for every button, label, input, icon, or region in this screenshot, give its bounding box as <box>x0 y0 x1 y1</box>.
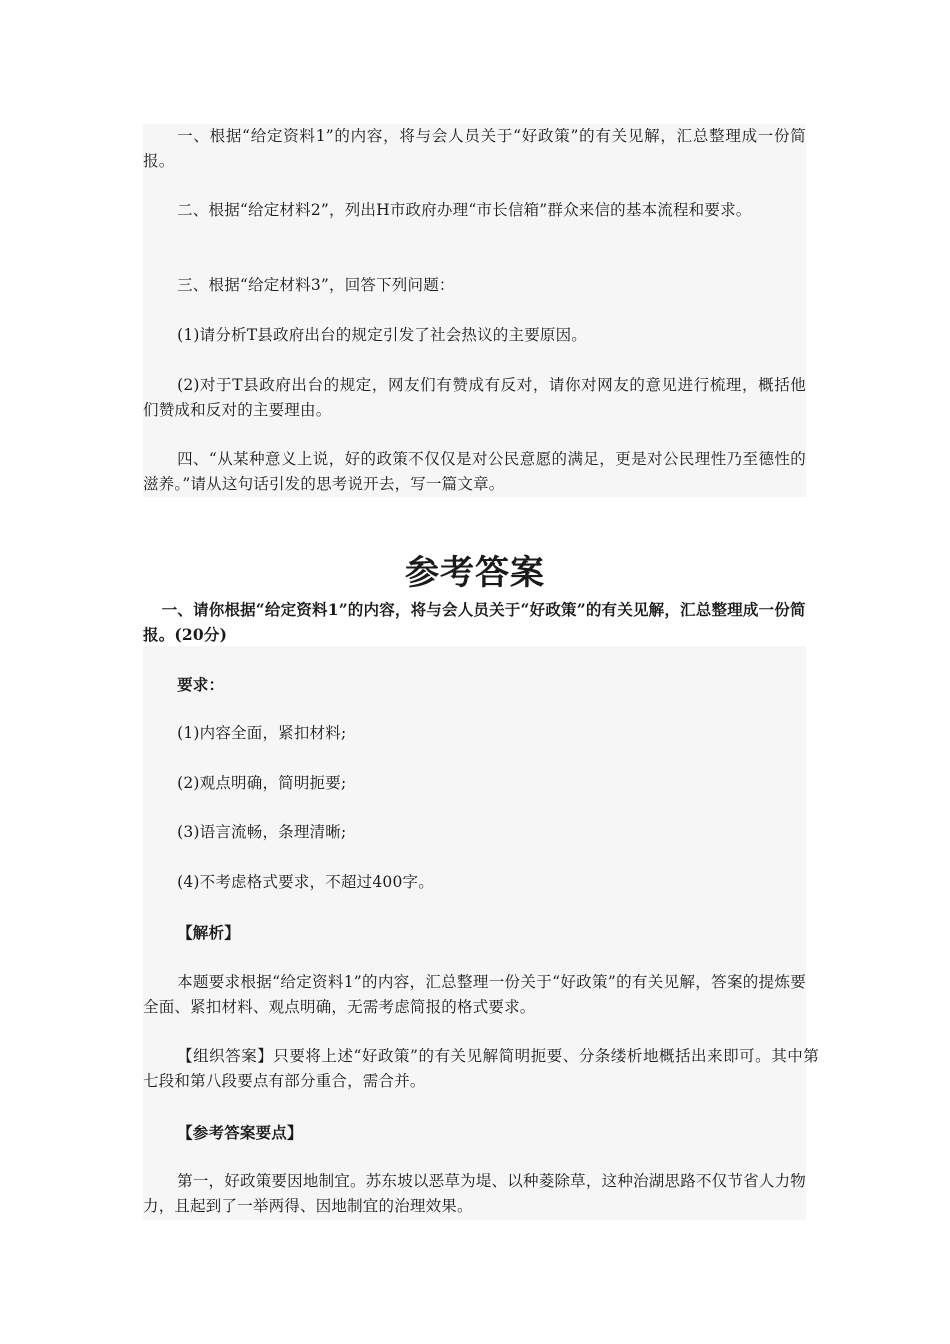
question-2: 二、根据“给定材料2”，列出H市政府办理“市长信箱”群众来信的基本流程和要求。 <box>177 201 752 219</box>
question-1: 一、根据“给定资料1”的内容，将与会人员关于“好政策”的有关见解，汇总整理成一份简报。 <box>143 127 806 170</box>
key-point-1: 第一，好政策要因地制宜。苏东坡以恶草为堤、以种菱除草，这种治湖思路不仅节省人力物力，且起到了一举两得、因地制宜的治理效果。 <box>143 1172 806 1215</box>
question-3-part-1: (1)请分析T县政府出台的规定引发了社会热议的主要原因。 <box>177 326 587 344</box>
requirement-3: (3)语言流畅，条理清晰; <box>177 823 347 841</box>
analysis-text: 本题要求根据“给定资料1”的内容，汇总整理一份关于“好政策”的有关见解，答案的提炼要全面、紧扣材料、观点明确，无需考虑简报的格式要求。 <box>143 973 806 1016</box>
requirements-label: 要求： <box>177 675 225 694</box>
question-3: 三、根据“给定材料3”，回答下列问题： <box>177 276 455 294</box>
requirement-4: (4)不考虑格式要求，不超过400字。 <box>177 873 434 891</box>
question-3-part-2: (2)对于T县政府出台的规定，网友们有赞成有反对，请你对网友的意见进行梳理，概括他们赞成和反对的主要理由。 <box>143 376 806 419</box>
questions-block-background <box>143 124 806 497</box>
key-points-label: 【参考答案要点】 <box>177 1123 303 1142</box>
requirement-1: (1)内容全面，紧扣材料; <box>177 724 347 742</box>
organize-answer-text: 【组织答案】只要将上述“好政策”的有关见解简明扼要、分条缕析地概括出来即可。其中第七段和第八段要点有部分重合，需合并。 <box>143 1047 819 1090</box>
requirement-2: (2)观点明确，简明扼要; <box>177 774 347 792</box>
analysis-label: 【解析】 <box>177 923 240 942</box>
question-4: 四、“从某种意义上说，好的政策不仅仅是对公民意愿的满足，更是对公民理性乃至德性的滋养。”请从这句话引发的思考说开去，写一篇文章。 <box>143 450 806 493</box>
answer-1-heading: 一、请你根据“给定资料1”的内容，将与会人员关于“好政策”的有关见解，汇总整理成一份简报。(20分) <box>143 600 806 644</box>
answer-title: 参考答案 <box>405 553 545 593</box>
